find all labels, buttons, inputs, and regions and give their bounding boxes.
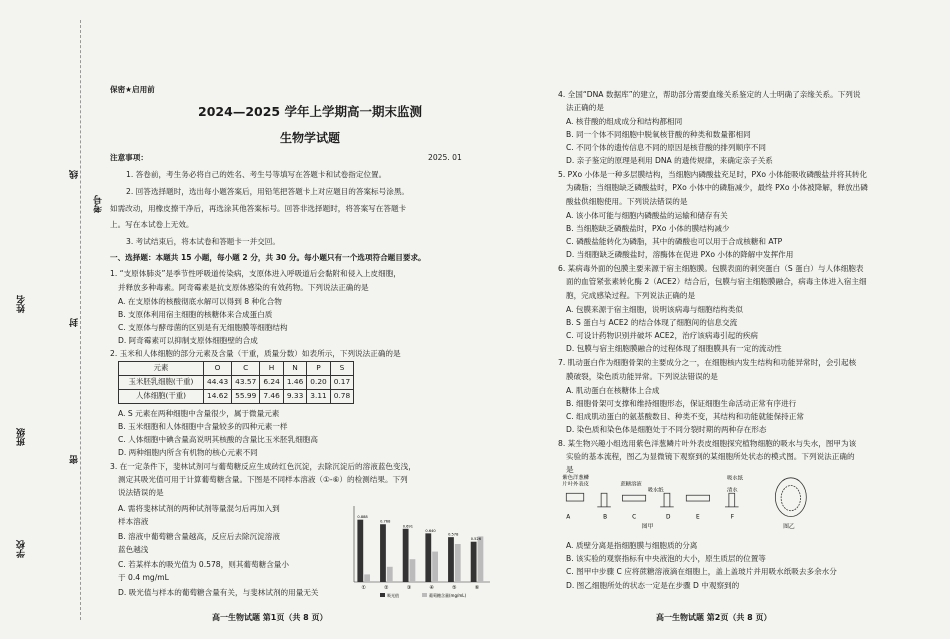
microscope-icon (660, 493, 674, 507)
q6-option-d: D. 包膜与宿主细胞膜融合的过程体现了细胞膜具有一定的流动性 (566, 344, 782, 353)
q7-stem-2: 膜破裂，染色质功能异常。下列说法错误的是 (566, 372, 718, 381)
table-cell: 人体细胞(干重) (119, 390, 204, 404)
legend-label: 吸光值 (387, 593, 399, 598)
gutter-name: 姓名 (17, 295, 27, 313)
x-tick-label: ② (384, 585, 389, 591)
table-cell: 0.78 (330, 390, 353, 404)
table-header-cell: C (232, 362, 260, 376)
page-1-footer: 高一生物试题 第1页（共 8 页） (212, 613, 328, 622)
table-cell: 55.99 (232, 390, 260, 404)
q8-stem-1: 8. 某生物兴趣小组选用紫色洋葱鳞片叶外表皮细胞探究植物细胞的吸水与失水，图甲为该 (558, 439, 857, 448)
q8-stem-3: 是 (566, 465, 574, 474)
q6-stem-1: 6. 某病毒外面的包膜主要来源于宿主细胞膜。包膜表面的刺突蛋白（S 蛋白）与人体细胞表 (558, 264, 864, 273)
table-cell: 6.24 (260, 376, 283, 390)
microscope-icon (597, 493, 611, 507)
q5-stem-1: 5. PXo 小体是一种多层膜结构，当细胞内磷酸盐充足时，PXo 小体能吸收磷酸盐并将其转化 (558, 170, 868, 179)
q7-option-b: B. 细胞骨架可支撑和维持细胞形态，保证细胞生命活动正常有序进行 (566, 399, 797, 408)
bar-value-label: 0.768 (380, 519, 391, 524)
x-tick-label: ③ (406, 585, 412, 591)
gutter-class: 班级 (17, 428, 27, 446)
gutter-line-mark: 线 (70, 170, 80, 179)
vacuole-icon (781, 486, 800, 511)
q3-option-c-1: C. 若某样本的吸光值为 0.578，则其葡萄糖含量小 (118, 560, 289, 569)
q7-stem-1: 7. 肌动蛋白作为细胞骨架的主要成分之一，在细胞核内发生结构和功能异常时，会引起核 (558, 358, 857, 367)
element-table (118, 361, 354, 404)
page-1 (110, 0, 510, 639)
table-header-cell: S (330, 362, 353, 376)
q7-option-d: D. 染色质和染色体是细胞处于不同分裂时期的两种存在形态 (566, 425, 767, 434)
q3-option-a-1: A. 需将斐林试剂的两种试剂等量混匀后再加入到 (118, 504, 280, 513)
table-header-cell: P (307, 362, 330, 376)
fig-label-water: 清水 (726, 487, 738, 494)
gutter-exam-no: 考号 (94, 195, 104, 213)
q3-option-c-2: 于 0.4 mg/mL (118, 573, 169, 582)
x-tick-label: ① (361, 585, 366, 591)
section-1-heading: 一、选择题：本题共 15 小题，每小题 2 分，共 30 分。每小题只有一个选项符合题目要求。 (110, 253, 426, 262)
bar-value-label: 0.578 (448, 532, 459, 537)
q5-stem-3: 酸盐供细胞使用。下列说法错误的是 (566, 197, 688, 206)
slide-icon (622, 495, 645, 501)
q5-option-c: C. 磷酸盐能转化为磷脂，其中的磷酸也可以用于合成核糖和 ATP (566, 237, 783, 246)
q4-option-b: B. 同一个体不同细胞中脱氧核苷酸的种类和数量都相同 (566, 130, 751, 139)
q3-stem-2: 测定其吸光值可用于计算葡萄糖含量。下图是不同样本溶液（①-⑥）的检测结果。下列 (118, 475, 408, 484)
gutter-dense-mark: 密 (70, 455, 80, 464)
q6-option-c: C. 可设计药物识别并破坏 ACE2，治疗该病毒引起的疾病 (566, 331, 759, 340)
q4-stem-1: 4. 全国“DNA 数据库”的建立，帮助部分需要血缘关系鉴定的人士明确了亲缘关系。下列说 (558, 90, 861, 99)
q3-option-d: D. 吸光值与样本的葡萄糖含量有关，与斐林试剂的用量无关 (118, 588, 319, 597)
table-cell: 7.46 (260, 390, 283, 404)
figure-b-caption: 图乙 (783, 524, 795, 531)
table-header-cell: O (204, 362, 232, 376)
table-cell: 44.43 (204, 376, 232, 390)
subject-title: 生物学试题 (279, 131, 340, 145)
q6-stem-2: 面的血管紧张素转化酶 2（ACE2）结合后，包膜与宿主细胞膜融合，病毒主体进入宿主细 (566, 277, 867, 286)
table-header-cell: H (260, 362, 283, 376)
step-label: A (566, 514, 571, 521)
q5-option-d: D. 当细胞缺乏磷酸盐时，溶酶体在促进 PXo 小体的降解中发挥作用 (566, 250, 794, 259)
step-label: C (632, 514, 637, 521)
fig-label-onion: 紫色洋葱鳞 (562, 474, 589, 481)
q2-option-c: C. 人体细胞中碘含量高说明其核酸的含量比玉米胚乳细胞高 (118, 435, 318, 444)
note-2b: 如需改动，用橡皮擦干净后，再选涂其他答案标号。回答非选择题时，将答案写在答题卡 (110, 204, 407, 213)
chart-bar (410, 559, 416, 582)
q1-stem-1: 1. “支原体肺炎”是季节性呼吸道传染病，支原体进入呼吸道后会黏附和侵入上皮细胞， (110, 269, 401, 278)
legend-label: 葡萄糖含量(mg/mL) (429, 593, 467, 598)
fig-label-onion-2: 片叶外表皮 (562, 481, 589, 488)
notes-label: 注意事项： (110, 153, 148, 162)
bar-value-label: 0.526 (470, 537, 482, 542)
bar-value-label: 0.640 (425, 528, 436, 533)
exam-date: 2025. 01 (428, 153, 462, 162)
figure-a-caption: 图甲 (641, 524, 654, 531)
table-row (119, 376, 354, 390)
note-1: 1. 答卷前，考生务必将自己的姓名、考生号等填写在答题卡和试卷指定位置。 (126, 170, 387, 179)
microscope-icon (725, 493, 739, 507)
page-2-footer: 高一生物试题 第2页（共 8 页） (656, 613, 772, 622)
table-cell: 1.46 (283, 376, 306, 390)
q4-stem-2: 法正确的是 (566, 103, 604, 112)
q8-option-d: D. 图乙细胞所处的状态一定是在步骤 D 中观察到的 (566, 581, 740, 590)
q4-option-c: C. 不同个体的遗传信息不同的原因是核苷酸的排列顺序不同 (566, 143, 766, 152)
step-label: E (695, 514, 700, 521)
q8-option-c: C. 图甲中步骤 C 应将蔗糖溶液滴在细胞上，盖上盖玻片并用吸水纸吸去多余水分 (566, 567, 837, 576)
q3-option-a-2: 样本溶液 (118, 517, 149, 526)
bar-value-label: 0.888 (357, 515, 368, 520)
q2-option-b: B. 玉米细胞和人体细胞中含量较多的四种元素一样 (118, 422, 288, 431)
q1-option-d: D. 阿奇霉素可以抑制支原体细胞壁的合成 (118, 336, 258, 345)
step-label: B (603, 514, 608, 521)
q3-stem-3: 说法错误的是 (118, 488, 164, 497)
table-cell: 43.57 (232, 376, 260, 390)
chart-bar (455, 544, 461, 582)
chart-bar (357, 520, 363, 582)
q3-option-b-1: B. 溶液中葡萄糖含量越高，反应后去除沉淀溶液 (118, 532, 280, 541)
q2-option-d: D. 两种细胞内所含有机物的核心元素不同 (118, 448, 258, 457)
step-label: F (730, 514, 735, 521)
table-cell: 0.17 (330, 376, 353, 390)
table-cell: 9.33 (283, 390, 306, 404)
q6-stem-3: 胞，完成感染过程。下列说法正确的是 (566, 291, 696, 300)
chart-bar (403, 529, 409, 582)
x-tick-label: ④ (429, 585, 434, 591)
q3-option-b-2: 蓝色越浅 (118, 545, 149, 554)
table-cell: 玉米胚乳细胞(干重) (119, 376, 204, 390)
chart-bar (432, 552, 438, 582)
q1-option-c: C. 支原体与酵母菌的区别是有无细胞膜等细胞结构 (118, 323, 288, 332)
table-header-row (119, 362, 354, 376)
q5-option-b: B. 当细胞缺乏磷酸盐时，PXo 小体的膜结构减少 (566, 224, 730, 233)
q5-stem-2: 为磷脂；当细胞缺乏磷酸盐时，PXo 小体中的磷脂减少，最终 PXo 小体被降解，释放出磷 (566, 183, 868, 192)
q4-option-d: D. 亲子鉴定的原理是利用 DNA 的遗传规律，来确定亲子关系 (566, 156, 773, 165)
table-cell: 0.20 (307, 376, 330, 390)
q3-stem-1: 3. 在一定条件下，斐林试剂可与葡萄糖反应生成砖红色沉淀，去除沉淀后的溶液蓝色变浅， (110, 462, 416, 471)
gutter-seal-mark: 封 (70, 318, 80, 327)
q8-option-b: B. 该实验的观察指标有中央液泡的大小，原生质层的位置等 (566, 554, 766, 563)
step-label: D (665, 514, 671, 521)
x-tick-label: ⑥ (474, 585, 480, 591)
note-2c: 上。写在本试卷上无效。 (110, 220, 194, 229)
chart-bar (471, 542, 477, 582)
note-2a: 2. 回答选择题时，选出每小题答案后，用铅笔把答题卡上对应题目的答案标号涂黑。 (126, 187, 410, 196)
q4-option-a: A. 核苷酸的组成成分和结构都相同 (566, 117, 683, 126)
chart-bar (425, 533, 431, 582)
gutter-school: 学校 (17, 540, 27, 558)
q8-option-a: A. 质壁分离是指细胞膜与细胞质的分离 (566, 541, 698, 550)
fig-label-sucrose: 蔗糖溶液 (620, 481, 642, 488)
slide-icon (686, 495, 709, 501)
q6-option-a: A. 包膜来源于宿主细胞，说明该病毒与细胞结构类似 (566, 305, 743, 314)
page-2 (558, 0, 930, 639)
chart-bar (448, 537, 454, 582)
legend-swatch (380, 593, 385, 597)
bar-value-label: 0.691 (402, 524, 414, 529)
exam-title: 2024—2025 学年上学期高一期末监测 (198, 104, 422, 119)
binding-gutter (0, 0, 104, 639)
secret-label: 保密★启用前 (110, 85, 155, 94)
fig-label-paper: 吸水纸 (647, 487, 664, 494)
slide-icon (566, 493, 583, 501)
table-header-cell: 元素 (119, 362, 204, 376)
x-tick-label: ⑤ (452, 585, 457, 591)
chart-bar (364, 574, 370, 582)
legend-swatch (422, 593, 427, 597)
chart-bar (380, 524, 386, 582)
q7-option-c: C. 组成肌动蛋白的氨基酸数目、种类不变，其结构和功能就能保持正常 (566, 412, 804, 421)
note-3: 3. 考试结束后，将本试卷和答题卡一并交回。 (126, 237, 280, 246)
q2-stem: 2. 玉米和人体细胞的部分元素及含量（干重，质量分数）如表所示，下列说法正确的是 (110, 349, 401, 358)
table-cell: 14.62 (204, 390, 232, 404)
q8-stem-2: 实验的基本流程，图乙为显微镜下观察到的某细胞所处状态的模式图。下列说法正确的 (566, 452, 855, 461)
q1-stem-2: 并释放多种毒素。阿奇霉素是抗支原体感染的有效药物。下列说法正确的是 (118, 283, 369, 292)
q6-option-b: B. S 蛋白与 ACE2 的结合体现了细胞间的信息交流 (566, 318, 738, 327)
chart-bar (387, 567, 393, 582)
q7-option-a: A. 肌动蛋白在核糖体上合成 (566, 386, 660, 395)
table-header-cell: N (283, 362, 306, 376)
q2-option-a: A. S 元素在两种细胞中含量很少，属于微量元素 (118, 409, 280, 418)
figure-experiment-flow (558, 472, 833, 532)
absorbance-bar-chart (340, 500, 495, 600)
q1-option-b: B. 支原体利用宿主细胞的核糖体来合成蛋白质 (118, 310, 273, 319)
table-row (119, 390, 354, 404)
q5-option-a: A. 该小体可能与细胞内磷酸盐的运输和储存有关 (566, 211, 728, 220)
chart-bar (478, 536, 484, 582)
q1-option-a: A. 在支原体的核酸彻底水解可以得到 8 种化合物 (118, 297, 282, 306)
fig-label-paper-2: 吸水纸 (726, 475, 743, 482)
table-cell: 3.11 (307, 390, 330, 404)
